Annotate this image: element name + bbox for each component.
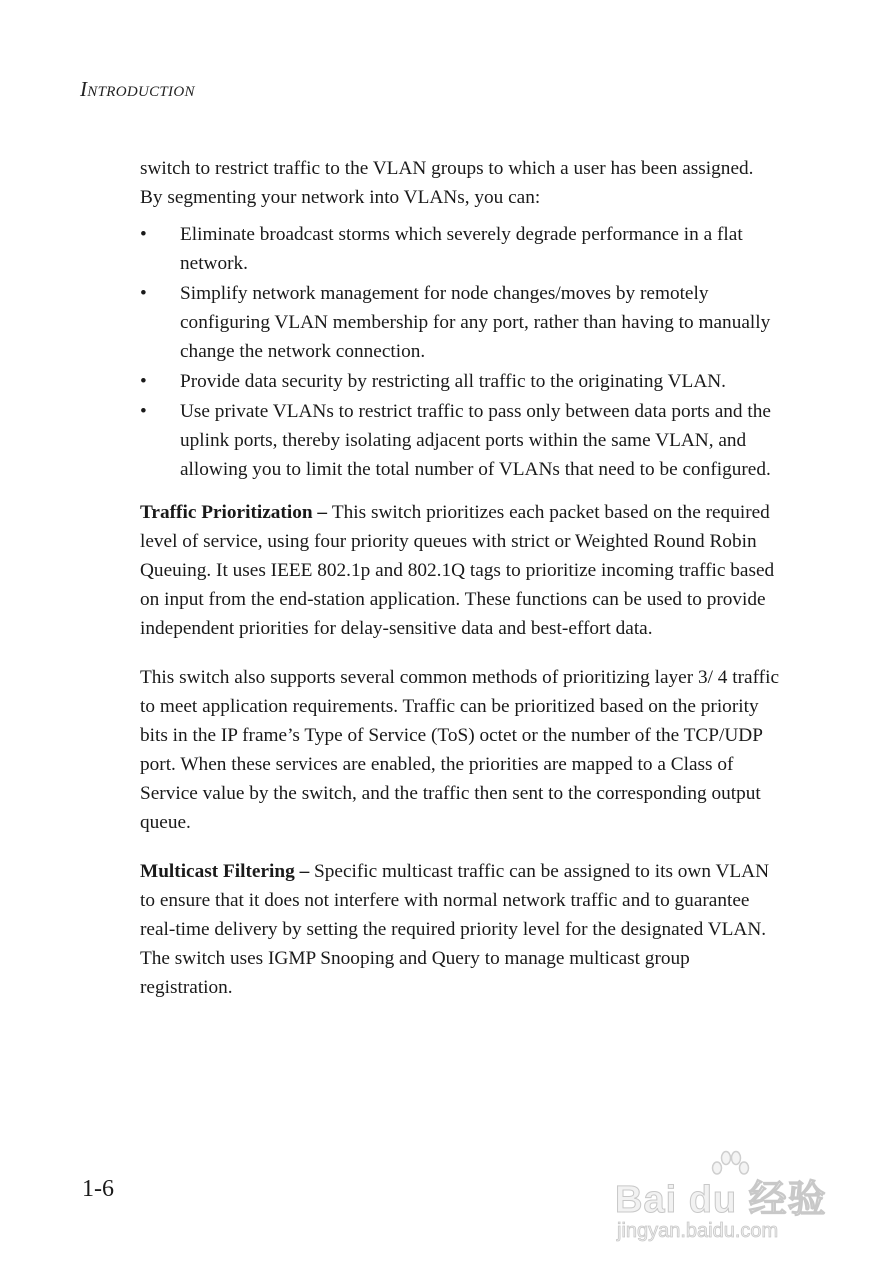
list-item-text: Eliminate broadcast storms which severely degrade performance in a flat network. — [180, 224, 743, 274]
running-head: Introduction — [80, 77, 195, 101]
bullet-icon: • — [140, 224, 147, 245]
intro-paragraph: switch to restrict traffic to the VLAN groups to which a user has been assigned. By segmenting your network into VLANs, you can: — [140, 158, 754, 208]
list-item — [140, 279, 780, 366]
bullet-icon: • — [140, 283, 147, 304]
watermark-url: jingyan.baidu.com — [617, 1220, 779, 1242]
layer34-paragraph: This switch also supports several common methods of prioritizing layer 3/ 4 traffic to meet application requirements. Traffic can be prioritized based on the priority bits in the IP frame’s Type of Service (ToS) octet or the number of the TCP/UDP port. When these services are enabled, the priorities are mapped to a Class of Service value by the switch, and the traffic then sent to the corresponding output queue. — [140, 667, 780, 833]
multicast-filtering-text: Specific multicast traffic can be assigned to its own VLAN to ensure that it does not interfere with normal network traffic and to guarantee real-time delivery by setting the required priority level for the designated VLAN. The switch uses IGMP Snooping and Query to manage multicast group registration. — [140, 861, 769, 998]
traffic-prioritization-paragraph — [140, 498, 780, 643]
page-body — [140, 154, 780, 1002]
list-item — [140, 367, 780, 396]
traffic-prioritization-text: This switch prioritizes each packet based on the required level of service, using four priority queues with strict or Weighted Round Robin Queuing. It uses IEEE 802.1p and 802.1Q tags to prioritize incoming traffic based on input from the end-station application. These functions can be used to provide independent priorities for delay-sensitive data and best-effort data. — [140, 502, 775, 639]
term-dash: – — [294, 861, 315, 882]
baidu-watermark — [615, 1150, 830, 1250]
vlan-benefits-list — [140, 220, 780, 484]
watermark-logo: Bai du 经验 — [615, 1179, 827, 1221]
list-item-text: Simplify network management for node changes/moves by remotely configuring VLAN membership for any port, rather than having to manually change the network connection. — [180, 283, 771, 362]
bullet-icon: • — [140, 401, 147, 422]
traffic-prioritization-term: Traffic Prioritization — [140, 502, 313, 523]
term-dash: – — [312, 502, 332, 523]
bullet-icon: • — [140, 371, 147, 392]
list-item-text: Use private VLANs to restrict traffic to pass only between data ports and the uplink ports, thereby isolating adjacent ports within the same VLAN, and allowing you to limit the total number of VLANs that need to be configured. — [180, 401, 771, 480]
list-item-text: Provide data security by restricting all traffic to the originating VLAN. — [180, 371, 726, 392]
page-number: 1-6 — [82, 1176, 114, 1202]
multicast-filtering-paragraph — [140, 857, 780, 1002]
multicast-filtering-term: Multicast Filtering — [140, 861, 295, 882]
list-item — [140, 397, 780, 484]
list-item — [140, 220, 780, 278]
